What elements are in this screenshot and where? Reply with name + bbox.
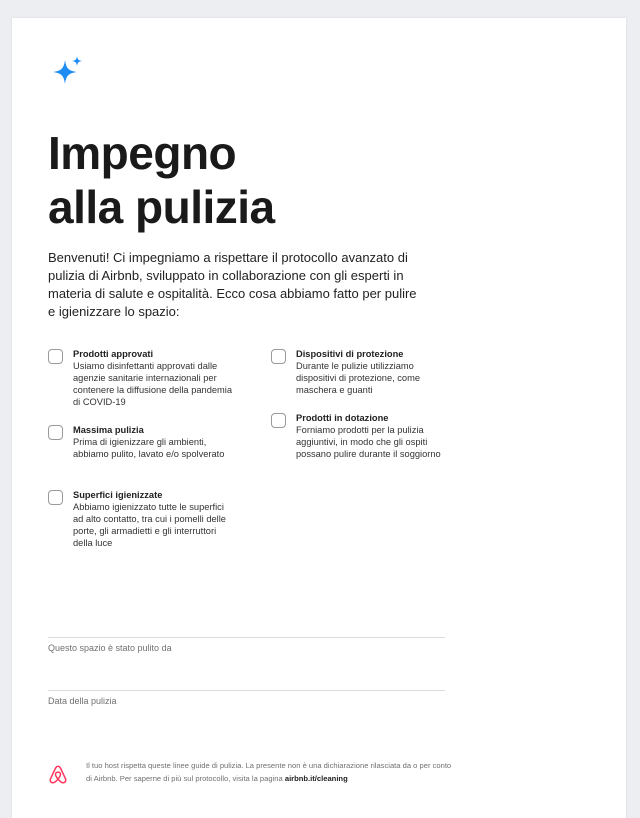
checklist-item-title: Dispositivi di protezione [296,349,404,359]
checklist-item-desc: Durante le pulizie utilizziamo dispositivi di protezione, come maschera e guanti [296,361,421,395]
footer-link[interactable]: airbnb.it/cleaning [284,774,348,783]
page-title [48,126,275,234]
cleaning-commitment-page [12,18,626,818]
checklist-item-prodotti-approvati[interactable] [48,348,233,408]
checklist-item-desc: Abbiamo igienizzato tutte le superfici ad alto contatto, tra cui i pomelli delle porte, gli armadietti e gli interruttori della luce [73,502,226,548]
checkbox-icon[interactable] [48,490,63,505]
footer-text: Il tuo host rispetta queste linee guide di pulizia. La presente non è una dichiarazione rilasciata da o per conto di Airbnb. Per saperne di più sul protocollo, visita la pagina [86,761,452,783]
checklist-item-prodotti-dotazione[interactable] [271,412,456,460]
checklist-item-title: Massima pulizia [73,425,144,435]
sparkle-icon [48,55,86,93]
checkbox-icon[interactable] [48,349,63,364]
cleaned-by-signature-line[interactable] [48,637,445,638]
checklist-item-title: Superfici igienizzate [73,490,163,500]
date-label: Data della pulizia [48,696,117,706]
checklist-item-superfici-igienizzate[interactable] [48,489,233,549]
checklist-item-massima-pulizia[interactable] [48,424,233,460]
footer-disclaimer [86,759,456,785]
checklist-item-dispositivi-protezione[interactable] [271,348,456,396]
date-signature-line[interactable] [48,690,445,691]
checkbox-icon[interactable] [271,413,286,428]
checkbox-icon[interactable] [48,425,63,440]
title-line-1: Impegno [48,127,237,179]
checklist-item-desc: Usiamo disinfettanti approvati dalle agenzie sanitarie internazionali per contenere la diffusione della pandemia di COVID-19 [73,361,233,407]
checklist-item-title: Prodotti in dotazione [296,413,389,423]
title-line-2: alla pulizia [48,181,275,233]
checkbox-icon[interactable] [271,349,286,364]
checklist-item-title: Prodotti approvati [73,349,154,359]
airbnb-logo-icon [48,764,68,785]
checklist-item-desc: Forniamo prodotti per la pulizia aggiuntivi, in modo che gli ospiti possano pulire durante il soggiorno [296,425,441,459]
cleaned-by-label: Questo spazio è stato pulito da [48,643,172,653]
checklist-item-desc: Prima di igienizzare gli ambienti, abbiamo pulito, lavato e/o spolverato [73,437,225,459]
intro-text: Benvenuti! Ci impegniamo a rispettare il protocollo avanzato di pulizia di Airbnb, sviluppato in collaborazione con gli esperti in materia di salute e ospitalità. Ecco cosa abbiamo fatto per pulire e igienizzare lo spazio: [48,250,417,319]
